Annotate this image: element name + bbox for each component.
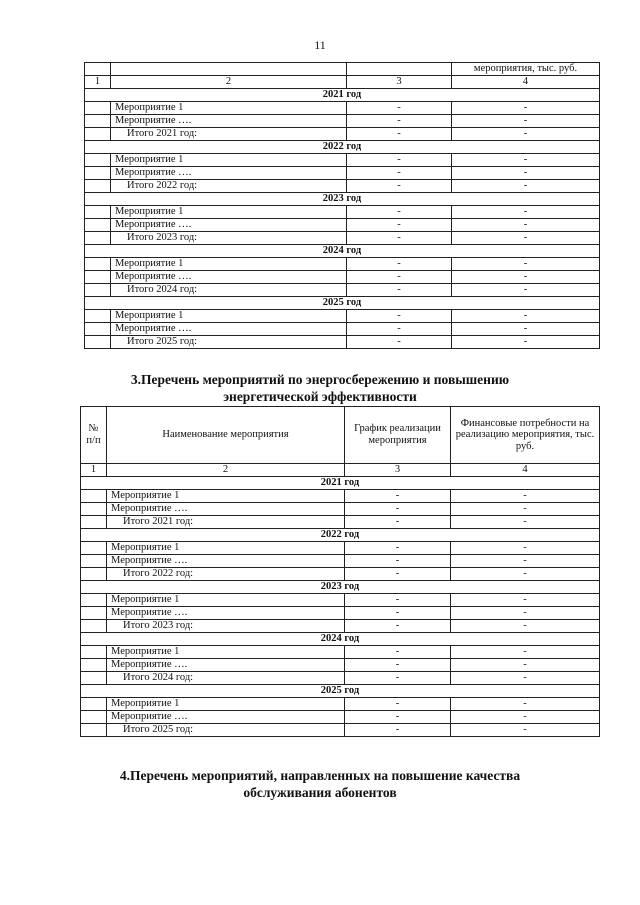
finance-value: - [451,659,600,672]
year-row [85,89,600,102]
row-number [81,516,107,529]
row-number [81,659,107,672]
activity-row [85,102,600,115]
schedule-value: - [347,115,452,128]
schedule-value: - [347,167,452,180]
column-number: 2 [107,464,345,477]
column-number: 4 [451,464,600,477]
column-number: 3 [347,76,452,89]
energy-saving-activities-table [80,406,600,737]
schedule-value: - [345,607,451,620]
row-number [85,206,111,219]
total-label: Итого 2021 год: [111,128,347,141]
activity-row [81,698,600,711]
schedule-value: - [345,711,451,724]
year-label: 2022 год [81,529,600,542]
row-number [85,232,111,245]
activity-row [81,659,600,672]
row-number [81,672,107,685]
total-label: Итого 2021 год: [107,516,345,529]
column-number-row [81,464,600,477]
schedule-value: - [347,154,452,167]
year-label: 2025 год [85,297,600,310]
activity-row [85,206,600,219]
finance-value: - [451,555,600,568]
heading-line: 4.Перечень мероприятий, направленных на повышение качества [119,768,521,783]
column-number: 1 [81,464,107,477]
header-cell-finance: мероприятия, тыс. руб. [452,63,600,76]
schedule-value: - [347,336,452,349]
activity-name: Мероприятие …. [107,555,345,568]
activity-row [81,594,600,607]
activity-name: Мероприятие 1 [107,698,345,711]
section-4-heading [0,768,640,802]
schedule-value: - [345,542,451,555]
finance-value: - [452,219,600,232]
finance-value: - [451,542,600,555]
finance-value: - [451,568,600,581]
schedule-value: - [345,672,451,685]
finance-value: - [452,258,600,271]
row-number [85,154,111,167]
schedule-value: - [345,516,451,529]
finance-value: - [451,698,600,711]
activity-name: Мероприятие …. [107,503,345,516]
schedule-value: - [345,555,451,568]
total-row [81,568,600,581]
year-label: 2023 год [81,581,600,594]
row-number [81,490,107,503]
total-row [85,128,600,141]
total-label: Итого 2023 год: [107,620,345,633]
year-row [85,245,600,258]
activity-row [85,219,600,232]
total-label: Итого 2022 год: [107,568,345,581]
schedule-value: - [345,490,451,503]
year-label: 2025 год [81,685,600,698]
header-name: Наименование мероприятия [107,407,345,464]
year-row [81,581,600,594]
row-number [81,607,107,620]
total-label: Итого 2023 год: [111,232,347,245]
year-row [85,141,600,154]
row-number [85,180,111,193]
year-row [85,297,600,310]
activity-row [81,646,600,659]
row-number [85,167,111,180]
header-finance: Финансовые потребности на реализацию мероприятия, тыс. руб. [451,407,600,464]
activities-table-continued [84,62,600,349]
activity-name: Мероприятие …. [107,607,345,620]
activity-row [85,258,600,271]
year-label: 2021 год [81,477,600,490]
activity-row [85,271,600,284]
finance-value: - [452,167,600,180]
total-label: Итого 2024 год: [111,284,347,297]
schedule-value: - [345,659,451,672]
year-label: 2023 год [85,193,600,206]
heading-line: обслуживания абонентов [243,784,397,800]
year-row [81,685,600,698]
activity-name: Мероприятие …. [107,659,345,672]
activity-row [85,167,600,180]
total-row [81,620,600,633]
total-row [81,672,600,685]
header-cell [111,63,347,76]
column-number-row [85,76,600,89]
schedule-value: - [345,503,451,516]
activity-name: Мероприятие 1 [111,310,347,323]
activity-name: Мероприятие 1 [107,542,345,555]
header-cell [85,63,111,76]
activity-row [81,555,600,568]
schedule-value: - [347,271,452,284]
finance-value: - [451,516,600,529]
activity-row [85,310,600,323]
row-number [81,503,107,516]
total-row [81,724,600,737]
finance-value: - [452,115,600,128]
finance-value: - [451,620,600,633]
schedule-value: - [347,310,452,323]
row-number [85,115,111,128]
activity-name: Мероприятие …. [111,271,347,284]
activity-name: Мероприятие …. [107,711,345,724]
page-number: 11 [314,38,326,52]
finance-value: - [452,271,600,284]
row-number [81,698,107,711]
finance-value: - [452,180,600,193]
finance-value: - [452,154,600,167]
activity-name: Мероприятие …. [111,167,347,180]
row-number [85,128,111,141]
schedule-value: - [347,323,452,336]
schedule-value: - [345,724,451,737]
activity-name: Мероприятие 1 [111,154,347,167]
schedule-value: - [345,594,451,607]
row-number [85,219,111,232]
activity-row [81,711,600,724]
activity-row [85,154,600,167]
header-cell [347,63,452,76]
activity-name: Мероприятие 1 [107,490,345,503]
finance-value: - [451,594,600,607]
finance-value: - [452,102,600,115]
finance-value: - [452,323,600,336]
header-number: № п/п [81,407,107,464]
finance-value: - [452,310,600,323]
row-number [85,284,111,297]
activity-name: Мероприятие 1 [111,206,347,219]
activity-row [81,503,600,516]
finance-value: - [452,336,600,349]
schedule-value: - [345,698,451,711]
activity-name: Мероприятие 1 [107,646,345,659]
total-label: Итого 2025 год: [107,724,345,737]
row-number [85,258,111,271]
year-label: 2021 год [85,89,600,102]
schedule-value: - [347,128,452,141]
total-label: Итого 2025 год: [111,336,347,349]
activity-name: Мероприятие …. [111,219,347,232]
year-row [81,529,600,542]
finance-value: - [451,672,600,685]
row-number [81,555,107,568]
total-row [85,180,600,193]
schedule-value: - [347,102,452,115]
schedule-value: - [347,258,452,271]
schedule-value: - [347,206,452,219]
header-schedule: График реализации мероприятия [345,407,451,464]
total-label: Итого 2024 год: [107,672,345,685]
finance-value: - [451,711,600,724]
finance-value: - [452,128,600,141]
activity-name: Мероприятие 1 [111,258,347,271]
table-header-row [85,63,600,76]
finance-value: - [451,607,600,620]
schedule-value: - [347,180,452,193]
year-label: 2024 год [81,633,600,646]
heading-line: 3.Перечень мероприятий по энергосбережению и повышению [130,372,510,387]
row-number [81,594,107,607]
year-row [81,477,600,490]
activity-name: Мероприятие …. [111,323,347,336]
total-label: Итого 2022 год: [111,180,347,193]
activity-name: Мероприятие …. [111,115,347,128]
schedule-value: - [345,620,451,633]
year-row [81,633,600,646]
schedule-value: - [347,284,452,297]
row-number [81,646,107,659]
column-number: 2 [111,76,347,89]
finance-value: - [451,646,600,659]
row-number [85,336,111,349]
activity-row [81,542,600,555]
section-3-heading [0,372,640,406]
year-label: 2024 год [85,245,600,258]
schedule-value: - [345,568,451,581]
row-number [81,568,107,581]
activity-row [81,490,600,503]
row-number [85,271,111,284]
finance-value: - [451,503,600,516]
row-number [81,542,107,555]
heading-line: энергетической эффективности [223,388,417,404]
finance-value: - [451,490,600,503]
column-number: 3 [345,464,451,477]
activity-row [85,323,600,336]
finance-value: - [452,284,600,297]
table-header-row [81,407,600,464]
row-number [85,310,111,323]
finance-value: - [452,232,600,245]
finance-value: - [451,724,600,737]
total-row [81,516,600,529]
year-row [85,193,600,206]
activity-name: Мероприятие 1 [107,594,345,607]
activity-row [81,607,600,620]
row-number [81,711,107,724]
row-number [81,724,107,737]
column-number: 1 [85,76,111,89]
total-row [85,336,600,349]
finance-value: - [452,206,600,219]
column-number: 4 [452,76,600,89]
schedule-value: - [347,232,452,245]
year-label: 2022 год [85,141,600,154]
activity-row [85,115,600,128]
schedule-value: - [347,219,452,232]
row-number [85,102,111,115]
total-row [85,232,600,245]
row-number [85,323,111,336]
schedule-value: - [345,646,451,659]
total-row [85,284,600,297]
row-number [81,620,107,633]
activity-name: Мероприятие 1 [111,102,347,115]
